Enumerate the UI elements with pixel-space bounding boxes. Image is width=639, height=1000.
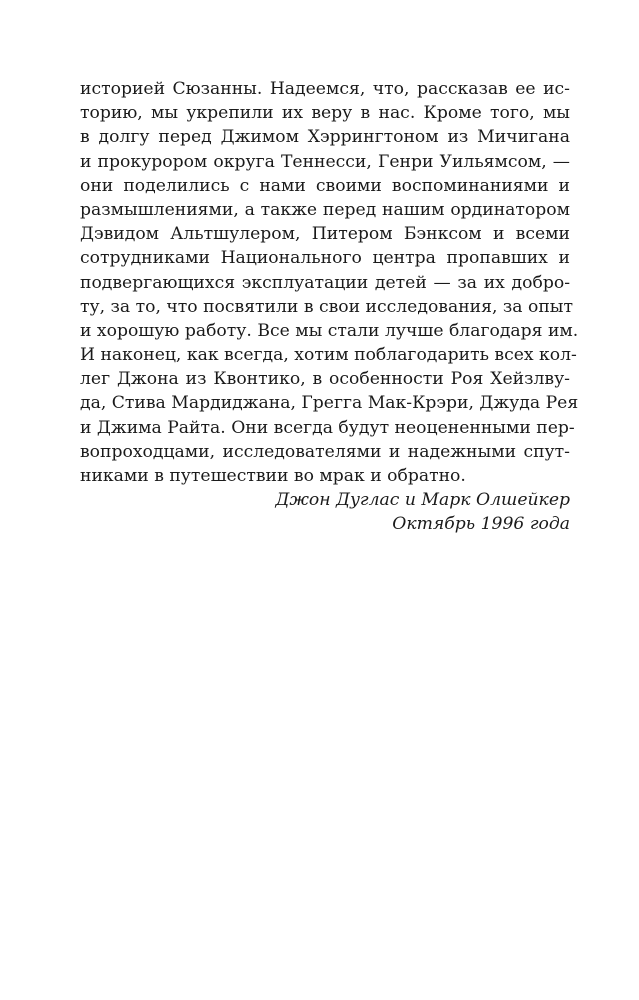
text-line: торию, мы укрепили их веру в нас. Кроме того, мы [80,103,570,124]
text-line: Дэвидом Альтшулером, Питером Бэнксом и всеми [80,224,570,245]
signature-date: Октябрь 1996 года [392,514,570,535]
text-line: и хорошую работу. Все мы стали лучше благодаря им. [80,320,579,341]
text-line: вопроходцами, исследователями и надежными спут- [80,441,570,462]
text-line: и Джима Райта. Они всегда будут неоцененными пер- [80,417,575,438]
text-line: и прокурором округа Теннесси, Генри Уильямсом, — [80,151,570,172]
text-line: никами в путешествии во мрак и обратно. [80,466,466,486]
text-line: подвергающихся эксплуатации детей — за их добро- [80,272,570,293]
text-line: ту, за то, что посвятили в свои исследования, за опыт [80,296,573,317]
text-line: лег Джона из Квонтико, в особенности Роя Хейзлву- [80,369,570,390]
text-line: сотрудниками Национального центра пропавших и [80,248,570,269]
text-line: да, Стива Мардиджана, Грегга Мак-Крэри, Джуда Рея [80,393,579,414]
text-line: размышлениями, а также перед нашим ординатором [80,199,570,220]
text-line: они поделились с нами своими воспоминаниями и [80,175,570,196]
text-line: И наконец, как всегда, хотим поблагодарить всех кол- [80,345,577,366]
text-line: историей Сюзанны. Надеемся, что, рассказав ее ис- [80,79,570,99]
acknowledgements-text [80,77,579,537]
text-line: в долгу перед Джимом Хэррингтоном из Мичигана [80,127,570,148]
signature-authors: Джон Дуглас и Марк Олшейкер [275,490,570,511]
